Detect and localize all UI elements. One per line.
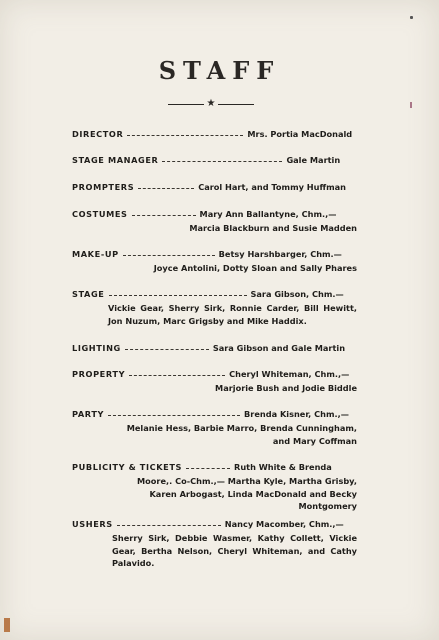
role-label: PROMPTERS bbox=[72, 182, 135, 192]
paper-tab-mark bbox=[4, 618, 10, 632]
star-icon: ★ bbox=[204, 97, 218, 111]
staff-entry-property bbox=[72, 368, 357, 380]
role-label: MAKE-UP bbox=[72, 249, 119, 259]
role-label: STAGE bbox=[72, 289, 105, 299]
role-value: Nancy Macomber, Chm.,— bbox=[224, 519, 344, 529]
role-label: USHERS bbox=[72, 519, 113, 529]
page-title: STAFF bbox=[158, 56, 281, 85]
role-label: PARTY bbox=[72, 409, 105, 419]
role-label: PUBLICITY & TICKETS bbox=[72, 462, 183, 472]
role-value: Brenda Kisner, Chm.,— bbox=[244, 409, 349, 419]
role-label: COSTUMES bbox=[72, 209, 128, 219]
staff-members: Joyce Antolini, Dotty Sloan and Sally Phares bbox=[153, 263, 357, 273]
staff-entry-costumes bbox=[72, 208, 357, 220]
staff-members: Melanie Hess, Barbie Marro, Brenda Cunningham, and Mary Coffman bbox=[126, 423, 357, 446]
staff-members: Moore,. Co-Chm.,— Martha Kyle, Martha Grisby, Karen Arbogast, Linda MacDonald and Becky Montgomery bbox=[137, 476, 357, 511]
role-value: Betsy Harshbarger, Chm.— bbox=[218, 249, 342, 259]
role-value: Cheryl Whiteman, Chm.,— bbox=[229, 369, 350, 379]
staff-members: Vickie Gear, Sherry Sirk, Ronnie Carder, Bill Hewitt, Jon Nuzum, Marc Grigsby and Mike Haddix. bbox=[108, 303, 357, 326]
staff-entry-stage-manager bbox=[72, 154, 357, 166]
paper-speck bbox=[410, 102, 412, 108]
staff-entry-stage bbox=[72, 288, 357, 300]
role-label: LIGHTING bbox=[72, 343, 121, 353]
role-label: DIRECTOR bbox=[72, 129, 124, 139]
role-value: Carol Hart, and Tommy Huffman bbox=[198, 182, 346, 192]
role-value: Mrs. Portia MacDonald bbox=[247, 129, 353, 139]
paper-speck bbox=[410, 16, 413, 19]
role-value: Mary Ann Ballantyne, Chm.,— bbox=[199, 209, 337, 219]
staff-entry-ushers bbox=[72, 518, 357, 530]
staff-entry-lighting bbox=[72, 342, 357, 354]
staff-entry-party bbox=[72, 408, 357, 420]
role-label: STAGE MANAGER bbox=[72, 155, 159, 165]
staff-members: Sherry Sirk, Debbie Wasmer, Kathy Collett, Vickie Gear, Bertha Nelson, Cheryl Whiteman, and Cathy Palavido. bbox=[112, 533, 357, 568]
role-value: Sara Gibson and Gale Martin bbox=[212, 343, 346, 353]
staff-entry-make-up bbox=[72, 248, 357, 260]
staff-members: Marcia Blackburn and Susie Madden bbox=[189, 223, 357, 233]
staff-entry-publicity-tickets bbox=[72, 461, 357, 473]
role-value: Gale Martin bbox=[286, 155, 341, 165]
staff-entry-director bbox=[72, 128, 357, 140]
role-value: Sara Gibson, Chm.— bbox=[250, 289, 344, 299]
staff-entry-prompters bbox=[72, 181, 357, 193]
staff-members: Marjorie Bush and Jodie Biddle bbox=[215, 383, 357, 393]
role-label: PROPERTY bbox=[72, 369, 126, 379]
role-value: Ruth White & Brenda bbox=[234, 462, 332, 472]
